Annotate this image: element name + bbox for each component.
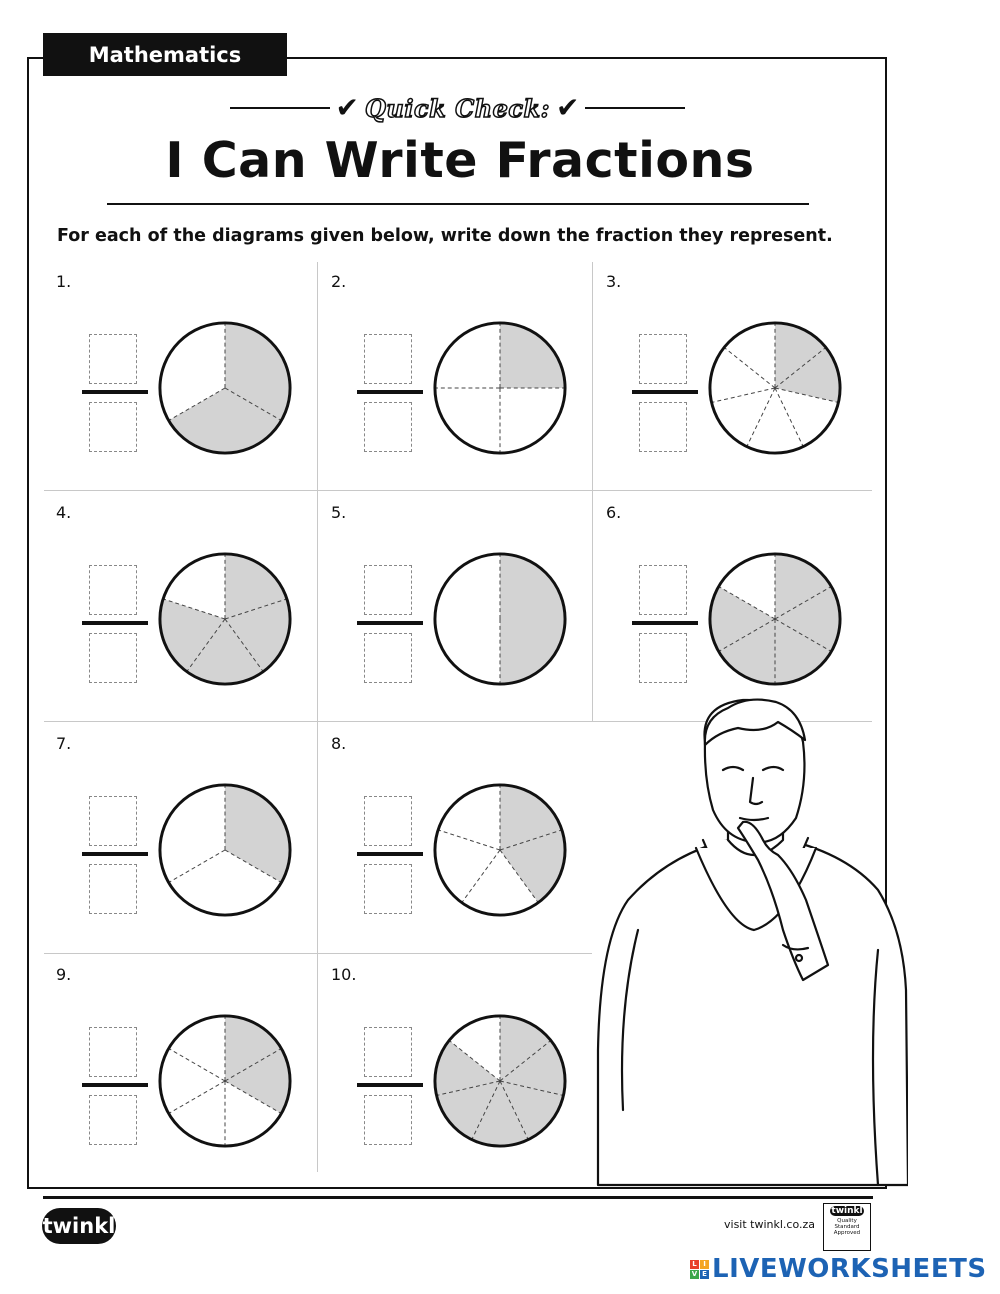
banner-rule-right: [585, 107, 685, 109]
denominator-box[interactable]: [639, 633, 687, 683]
quick-check-label: Quick Check:: [365, 93, 550, 123]
question-number: 8.: [331, 734, 347, 753]
liveworksheets-icon: [690, 1260, 709, 1279]
fraction-circle: [706, 319, 844, 457]
question-cell: [594, 493, 868, 723]
subject-tab: [43, 33, 287, 76]
check-mark-icon: ✔: [335, 91, 359, 124]
question-cell: [319, 955, 593, 1185]
denominator-box[interactable]: [364, 402, 412, 452]
fraction-bar: [82, 621, 148, 625]
lw-letter: L: [690, 1260, 699, 1269]
fraction-bar: [632, 621, 698, 625]
fraction-circle: [431, 781, 569, 919]
question-cell: [44, 724, 318, 954]
watermark-text: LIVEWORKSHEETS: [712, 1254, 987, 1284]
denominator-box[interactable]: [364, 633, 412, 683]
numerator-box[interactable]: [639, 565, 687, 615]
numerator-box[interactable]: [89, 796, 137, 846]
fraction-bar: [632, 390, 698, 394]
check-mark-icon: ✔: [556, 91, 580, 124]
question-cell: [44, 955, 318, 1185]
fraction-circle: [156, 1012, 294, 1150]
title-rule: [107, 203, 809, 205]
question-cell: [319, 262, 593, 492]
fraction-circle: [431, 1012, 569, 1150]
question-cell: [319, 493, 593, 723]
fraction-bar: [82, 1083, 148, 1087]
numerator-box[interactable]: [364, 334, 412, 384]
unshaded-sector: [435, 554, 500, 684]
thinking-man-illustration: [578, 690, 908, 1190]
numerator-box[interactable]: [639, 334, 687, 384]
shaded-sector: [500, 554, 565, 684]
question-cell: [44, 262, 318, 492]
badge-text: Quality Standard Approved: [833, 1218, 861, 1236]
denominator-box[interactable]: [89, 633, 137, 683]
badge-brand: twinkl: [831, 1206, 863, 1216]
question-number: 10.: [331, 965, 357, 984]
lw-letter: I: [700, 1260, 709, 1269]
fraction-bar: [82, 390, 148, 394]
question-number: 1.: [56, 272, 72, 291]
logo-text: twinkl: [42, 1214, 116, 1238]
question-number: 5.: [331, 503, 347, 522]
fraction-bar: [82, 852, 148, 856]
question-cell: [319, 724, 593, 954]
numerator-box[interactable]: [364, 1027, 412, 1077]
numerator-box[interactable]: [364, 565, 412, 615]
denominator-box[interactable]: [364, 864, 412, 914]
fraction-circle: [706, 550, 844, 688]
question-cell: [594, 262, 868, 492]
fraction-circle: [431, 550, 569, 688]
instructions: For each of the diagrams given below, write down the fraction they represent.: [57, 226, 833, 246]
denominator-box[interactable]: [364, 1095, 412, 1145]
numerator-box[interactable]: [89, 565, 137, 615]
lw-letter: V: [691, 1269, 698, 1278]
footer-rule: [43, 1196, 873, 1199]
fraction-bar: [357, 1083, 423, 1087]
denominator-box[interactable]: [639, 402, 687, 452]
page-title: I Can Write Fractions: [165, 132, 755, 189]
denominator-box[interactable]: [89, 1095, 137, 1145]
question-number: 6.: [606, 503, 622, 522]
question-number: 9.: [56, 965, 72, 984]
subject-label: Mathematics: [88, 42, 242, 67]
fraction-bar: [357, 852, 423, 856]
lw-letter: E: [700, 1270, 709, 1279]
numerator-box[interactable]: [364, 796, 412, 846]
fraction-bar: [357, 390, 423, 394]
quality-badge: [823, 1203, 871, 1251]
banner-rule-left: [230, 107, 330, 109]
question-number: 3.: [606, 272, 622, 291]
question-cell: [44, 493, 318, 723]
visit-link[interactable]: visit twinkl.co.za: [724, 1218, 816, 1231]
twinkl-logo: [42, 1208, 116, 1244]
numerator-box[interactable]: [89, 1027, 137, 1077]
numerator-box[interactable]: [89, 334, 137, 384]
question-number: 2.: [331, 272, 347, 291]
denominator-box[interactable]: [89, 402, 137, 452]
fraction-circle: [156, 550, 294, 688]
fraction-circle: [431, 319, 569, 457]
denominator-box[interactable]: [89, 864, 137, 914]
fraction-circle: [156, 319, 294, 457]
liveworksheets-watermark: [690, 1254, 987, 1284]
fraction-bar: [357, 621, 423, 625]
quick-check-banner: [230, 88, 685, 128]
fraction-circle: [156, 781, 294, 919]
question-number: 7.: [56, 734, 72, 753]
question-number: 4.: [56, 503, 72, 522]
